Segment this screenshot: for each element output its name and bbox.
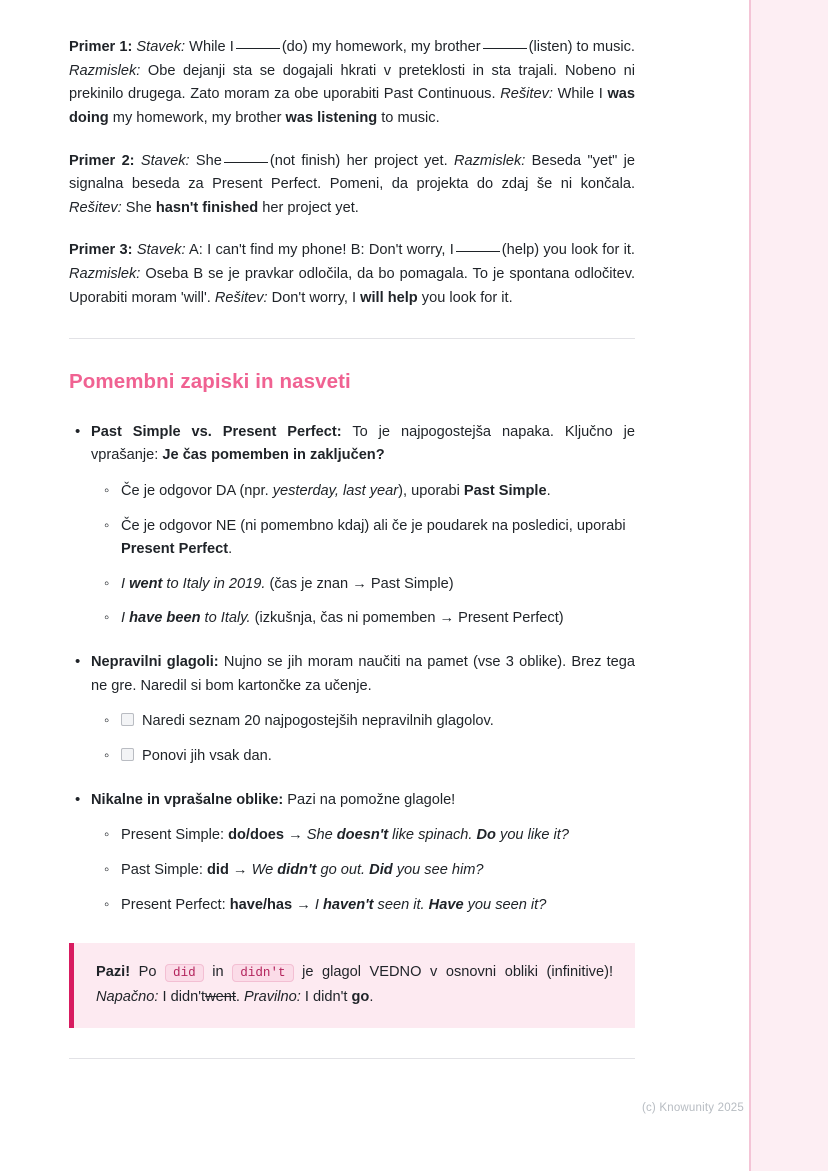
section-title: Pomembni zapiski in nasveti bbox=[69, 370, 351, 394]
example-2-solution-bold-1: hasn't finished bbox=[155, 199, 259, 216]
list-item bbox=[121, 607, 635, 631]
example-3-solution-bold-1: will help bbox=[360, 289, 418, 306]
example-1-solution-mid: my homework, my brother bbox=[112, 109, 282, 126]
checkbox[interactable] bbox=[121, 748, 134, 761]
note-1-title: Past Simple vs. Present Perfect: bbox=[91, 423, 342, 440]
note-2-text: Nujno se jih moram naučiti na pamet (vse 3 oblike). Brez tega ne gre. Naredil si bom kartončke za učenje. bbox=[91, 654, 636, 694]
blank-field-icon bbox=[224, 162, 268, 163]
example-2-label: Primer 2: bbox=[69, 152, 135, 169]
sub-text: ), uporabi bbox=[398, 482, 464, 499]
callout-right-bold: go bbox=[351, 989, 370, 1006]
example-3-solution-pre: Don't worry, I bbox=[271, 289, 357, 306]
sub-text-bold-italic: didn't bbox=[277, 861, 317, 878]
example-2-solution-pre: She bbox=[125, 199, 152, 216]
list-item bbox=[121, 894, 635, 918]
list-item bbox=[121, 573, 635, 597]
sub-text-italic: you seen it? bbox=[463, 896, 547, 913]
note-3-title: Nikalne in vprašalne oblike: bbox=[91, 791, 284, 808]
example-2-solution-label: Rešitev: bbox=[69, 199, 122, 216]
sub-text-italic: She bbox=[306, 827, 337, 844]
note-1-subitems bbox=[91, 480, 635, 631]
example-3-sentence-pre: A: I can't find my phone! B: Don't worry, I bbox=[189, 242, 454, 259]
example-1-thought: Obe dejanji sta se dogajali hkrati v preteklosti in sta trajali. Nobeno ni prekinilo drugega. Zato moram za obe uporabiti Past Continuous. bbox=[69, 62, 635, 103]
sub-text-bold-italic: Have bbox=[428, 896, 464, 913]
callout-warning-label: Pazi! bbox=[96, 964, 131, 981]
sub-text-bold-italic: Did bbox=[369, 861, 393, 878]
example-2-hint-1: (not finish) her project yet. bbox=[269, 152, 448, 169]
example-3-solution-post: you look for it. bbox=[421, 289, 513, 306]
callout-code-didnt: didn't bbox=[232, 964, 293, 982]
callout-right-label: Pravilno: bbox=[244, 989, 301, 1006]
example-1 bbox=[69, 36, 635, 131]
sub-text: Če je odgovor DA (npr. bbox=[121, 482, 273, 499]
note-1-text: To je najpogostejša napaka. Ključno je vprašanje: bbox=[91, 423, 636, 464]
list-item bbox=[121, 515, 635, 562]
sub-text-italic: you see him? bbox=[392, 861, 484, 878]
sub-text-italic: you like it? bbox=[495, 827, 569, 844]
sub-text-bold-italic: doesn't bbox=[336, 827, 389, 844]
sub-text: → bbox=[292, 896, 315, 913]
example-3 bbox=[69, 239, 635, 310]
warning-callout bbox=[69, 943, 635, 1028]
footer-copyright: (c) Knowunity 2025 bbox=[641, 1102, 744, 1114]
callout-wrong-label: Napačno: bbox=[96, 989, 159, 1006]
example-1-solution-post: to music. bbox=[381, 109, 440, 126]
example-3-thought: Oseba B se je pravkar odločila, da bo pomagala. To je spontana odločitev. Uporabiti moram 'will'. bbox=[69, 266, 635, 306]
example-1-solution-bold-1: was doing bbox=[69, 86, 636, 126]
note-1-text-bold: Je čas pomemben in zaključen? bbox=[162, 447, 385, 464]
list-item bbox=[91, 651, 635, 769]
note-3-subitems bbox=[91, 824, 635, 917]
callout-wrong-strike: went bbox=[205, 989, 236, 1006]
callout-wrong-pre: I didn't bbox=[162, 989, 206, 1006]
sub-text-italic: yesterday, last year bbox=[272, 482, 399, 499]
example-3-sentence-label: Stavek: bbox=[136, 242, 186, 259]
example-1-hint-2: (listen) to music. bbox=[528, 39, 635, 55]
sub-text-italic: to Italy in 2019. bbox=[162, 575, 266, 592]
sub-text: Če je odgovor NE (ni pomembno kdaj) ali če je poudarek na posledici, uporabi bbox=[121, 517, 626, 534]
checkbox-label: Ponovi jih vsak dan. bbox=[142, 748, 272, 765]
example-1-sentence-pre: While I bbox=[189, 39, 234, 55]
list-item bbox=[121, 710, 635, 734]
sub-text: Past Simple: bbox=[121, 861, 207, 878]
example-1-sentence-label: Stavek: bbox=[136, 39, 186, 55]
sub-text-bold: Present Perfect bbox=[121, 541, 229, 558]
sub-text: . bbox=[546, 482, 551, 499]
list-item bbox=[91, 789, 635, 918]
example-3-solution-label: Rešitev: bbox=[214, 289, 268, 306]
example-1-label: Primer 1: bbox=[69, 39, 133, 55]
blank-field-icon bbox=[483, 48, 527, 49]
checkbox[interactable] bbox=[121, 713, 134, 726]
callout-code-did: did bbox=[165, 964, 204, 982]
sub-text-italic: like spinach. bbox=[388, 827, 477, 844]
example-2-solution-post: her project yet. bbox=[262, 199, 359, 216]
notes-list bbox=[69, 421, 635, 918]
example-2-thought-label: Razmislek: bbox=[453, 152, 526, 169]
callout-right-pre: I didn't bbox=[304, 989, 348, 1006]
sub-text-italic: I bbox=[314, 896, 323, 913]
sub-text-bold: did bbox=[206, 861, 229, 878]
sub-text-bold: Past Simple bbox=[463, 482, 547, 499]
sub-text: Present Perfect: bbox=[121, 896, 230, 913]
list-item bbox=[121, 824, 635, 848]
sub-text: → bbox=[284, 827, 307, 844]
sub-text-italic: seen it. bbox=[373, 896, 429, 913]
sub-text-italic: to Italy. bbox=[200, 610, 251, 627]
example-1-thought-label: Razmislek: bbox=[69, 62, 141, 79]
footer-divider bbox=[69, 1058, 635, 1059]
example-3-hint-1: (help) you look for it. bbox=[501, 242, 635, 259]
sub-text-italic: I bbox=[121, 575, 130, 592]
example-2-thought: Beseda "yet" je signalna beseda za Present Perfect. Pomeni, da projekta do zdaj še ni končala. bbox=[69, 152, 635, 193]
section-divider bbox=[69, 338, 635, 339]
page-right-divider-line bbox=[749, 0, 751, 1171]
sub-text: (čas je znan → Past Simple) bbox=[265, 575, 454, 592]
sub-text: (izkušnja, čas ni pomemben → Present Perfect) bbox=[250, 610, 564, 627]
list-item bbox=[91, 421, 635, 631]
note-3-text: Pazi na pomožne glagole! bbox=[287, 791, 456, 808]
example-1-solution-label: Rešitev: bbox=[500, 86, 553, 103]
sub-text-italic: I bbox=[121, 610, 130, 627]
sub-text: Present Simple: bbox=[121, 827, 229, 844]
callout-text-3: je glagol VEDNO v osnovni obliki (infinitive)! bbox=[302, 964, 614, 981]
example-2-sentence-label: Stavek: bbox=[140, 152, 190, 169]
sub-text-italic: go out. bbox=[316, 861, 370, 878]
sub-text-bold: do/does bbox=[228, 827, 285, 844]
page-right-decorative-band bbox=[750, 0, 828, 1171]
example-1-hint-1: (do) my homework, my brother bbox=[281, 39, 481, 55]
blank-field-icon bbox=[456, 251, 500, 252]
callout-right-post: . bbox=[369, 989, 374, 1006]
sub-text-bold-italic: have been bbox=[129, 610, 201, 627]
example-3-thought-label: Razmislek: bbox=[69, 266, 141, 283]
list-item bbox=[121, 859, 635, 883]
note-2-checklist bbox=[91, 710, 635, 768]
sub-text-bold: have/has bbox=[229, 896, 293, 913]
checkbox-label: Naredi seznam 20 najpogostejših nepravilnih glagolov. bbox=[142, 713, 494, 730]
example-1-solution-pre: While I bbox=[557, 86, 603, 103]
callout-wrong-post: . bbox=[235, 989, 240, 1006]
example-2 bbox=[69, 150, 635, 221]
callout-text-2: in bbox=[212, 964, 224, 981]
callout-text-1: Po bbox=[138, 964, 157, 981]
note-2-title: Nepravilni glagoli: bbox=[91, 654, 219, 671]
sub-text: → bbox=[228, 861, 252, 878]
sub-text-bold-italic: haven't bbox=[322, 896, 374, 913]
example-3-label: Primer 3: bbox=[69, 242, 133, 259]
example-2-sentence-pre: She bbox=[195, 152, 222, 169]
sub-text-italic: We bbox=[251, 861, 278, 878]
list-item bbox=[121, 480, 635, 504]
list-item bbox=[121, 745, 635, 769]
sub-text-bold-italic: Do bbox=[476, 827, 496, 844]
document-content bbox=[69, 36, 635, 1059]
sub-text-bold-italic: went bbox=[129, 575, 163, 592]
sub-text: . bbox=[228, 541, 233, 558]
example-1-solution-bold-2: was listening bbox=[285, 109, 378, 126]
blank-field-icon bbox=[236, 48, 280, 49]
